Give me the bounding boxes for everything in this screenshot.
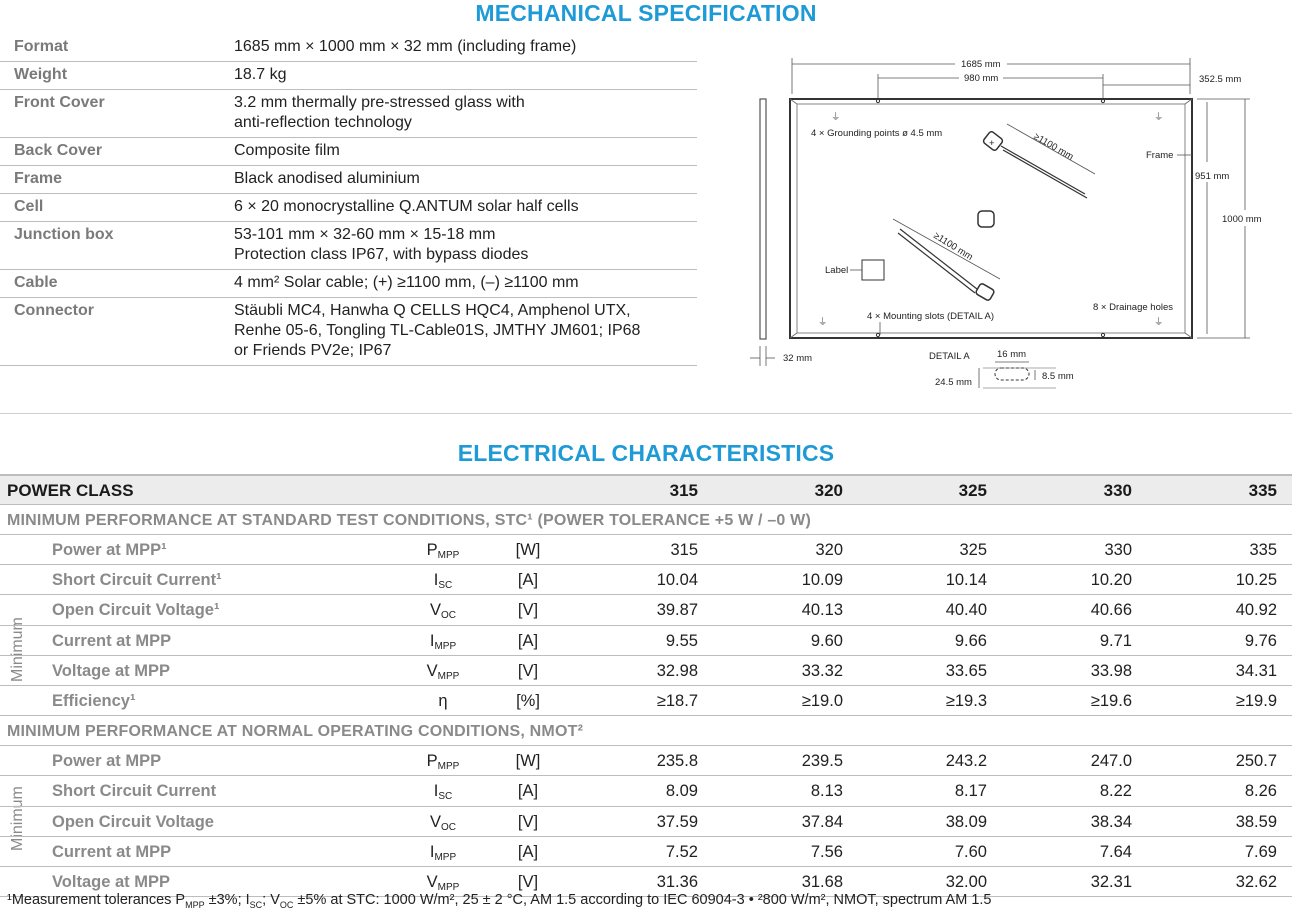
parameter-value: 7.64 [1099,842,1132,861]
power-class-header: 320 [814,481,843,500]
spec-label: Back Cover [14,142,103,159]
svg-text:+: + [989,138,995,149]
parameter-unit: [W] [515,752,541,771]
parameter-symbol: IMPP [429,631,457,652]
spec-label: Frame [14,170,63,187]
parameter-unit: [A] [517,631,539,650]
parameter-value: 330 [1104,541,1132,559]
parameter-unit: [V] [517,872,539,891]
parameter-value: ≥19.6 [1090,691,1132,710]
data-row [0,626,1292,656]
parameter-value: 37.84 [801,812,843,831]
parameter-name: Short Circuit Current [52,782,217,801]
dim-980-label: 980 mm [964,73,999,84]
parameter-value: 9.76 [1244,631,1277,650]
dim-24-5-label: 24.5 mm [935,377,972,388]
grounding-icon: ⏚ [831,112,841,123]
parameter-unit: [V] [517,661,539,680]
parameter-value: 8.17 [954,782,987,801]
parameter-value: 247.0 [1090,752,1132,771]
module-dimension-drawing [745,54,1285,399]
spec-row-back-cover [0,138,697,166]
dim-1685-label: 1685 mm [961,59,1001,70]
spec-row-format [0,34,697,62]
data-row [0,565,1292,595]
stc-section-heading: MINIMUM PERFORMANCE AT STANDARD TEST CONDITIONS, STC¹ (POWER TOLERANCE +5 W / –0 W) [0,505,1292,535]
parameter-value: 40.13 [801,601,843,620]
spec-row-cell [0,194,697,222]
dim-1000-label: 1000 mm [1222,214,1262,225]
parameter-unit: [A] [517,571,539,590]
power-class-header: 335 [1248,481,1277,500]
parameter-symbol: VMPP [426,872,460,893]
parameter-value: 8.26 [1244,782,1277,801]
parameter-value: 31.68 [801,872,843,891]
parameter-symbol: PMPP [426,541,460,561]
parameter-value: 315 [670,541,698,559]
data-row [0,746,1292,776]
spec-label: Cable [14,274,58,291]
parameter-value: 38.59 [1235,812,1277,831]
spec-label: Format [14,38,69,55]
parameter-value: 7.56 [810,842,843,861]
stc-rows-group [0,535,1292,716]
parameter-name: Open Circuit Voltage [52,812,214,831]
parameter-value: 10.09 [801,571,843,590]
footnote: ¹Measurement tolerances $P_{MPP} \pm 3\%$; $I_{SC}$; $V_{OC} \pm 5\%$ at STC: 1000 W/m², 25 ± 2 °C, AM 1.5 according to IEC 60904-3 • ²800 W/m², NMOT, spectrum AM 1.5 [7,892,992,910]
section-divider [0,413,1292,414]
mechanical-spec-table [0,34,697,366]
parameter-unit: [A] [517,842,539,861]
parameter-value: 10.25 [1235,571,1277,590]
data-row [0,807,1292,837]
spec-row-junction-box [0,222,697,270]
parameter-value: 239.5 [801,752,843,771]
parameter-value: 10.04 [656,571,698,590]
spec-value: 3.2 mm thermally pre-stressed glass with anti-reflection technology [234,94,525,131]
parameter-value: 9.55 [665,631,698,650]
cable-length-label: ≥1100 mm [1031,131,1076,163]
data-row [0,595,1292,625]
parameter-value: 10.14 [945,571,987,590]
grounding-icon: ⏚ [1154,112,1164,123]
parameter-unit: [A] [517,782,539,801]
side-profile [760,99,766,339]
parameter-name: Open Circuit Voltage¹ [52,601,220,620]
data-row [0,776,1292,806]
power-class-header: 315 [669,481,698,500]
parameter-symbol: ISC [433,782,453,803]
parameter-symbol: VOC [429,601,456,622]
parameter-value: ≥19.3 [945,691,987,710]
spec-value: 53-101 mm × 32-60 mm × 15-18 mm Protection class IP67, with bypass diodes [234,226,529,263]
spec-value: 6 × 20 monocrystalline Q.ANTUM solar half cells [234,198,579,215]
junction-box-plus [982,124,1095,198]
parameter-symbol: VOC [429,812,456,833]
parameter-value: 235.8 [656,752,698,771]
dim-16-label: 16 mm [997,349,1027,360]
spec-value: Black anodised aluminium [234,170,420,187]
parameter-value: 32.98 [656,661,698,680]
electrical-characteristics-table [0,474,1292,897]
parameter-value: 320 [815,541,843,559]
spec-row-weight [0,62,697,90]
spec-value: Stäubli MC4, Hanwha Q CELLS HQC4, Amphenol UTX, Renhe 05-6, Tongling TL-Cable01S, JMTHY JM601; IP68 or Friends PV2e; IP67 [234,302,641,359]
parameter-value: 38.34 [1090,812,1132,831]
dim-352-label: 352.5 mm [1199,74,1242,85]
parameter-name: Current at MPP [52,842,172,861]
parameter-value: 250.7 [1235,752,1277,771]
spec-value: 1685 mm × 1000 mm × 32 mm (including frame) [234,38,577,55]
parameter-value: 32.00 [945,872,987,891]
cable-length-label: ≥1100 mm [931,230,975,263]
spec-row-front-cover [0,90,697,138]
data-row [0,656,1292,686]
parameter-unit: [%] [516,691,540,710]
electrical-title: ELECTRICAL CHARACTERISTICS [457,440,835,466]
nmot-section-heading: MINIMUM PERFORMANCE AT NORMAL OPERATING CONDITIONS, NMOT² [0,716,1292,746]
spec-row-connector [0,298,697,366]
nmot-rows-group [0,746,1292,897]
spec-label: Weight [14,66,68,83]
parameter-value: 34.31 [1235,661,1277,680]
parameter-unit: [W] [515,541,541,559]
label-box [862,260,884,280]
parameter-value: 7.60 [954,842,987,861]
spec-value: 18.7 kg [234,66,287,83]
parameter-name: Efficiency¹ [52,691,136,710]
parameter-value: 32.31 [1090,872,1132,891]
dim-32-label: 32 mm [783,353,813,364]
power-class-label: POWER CLASS [7,481,134,500]
parameter-value: 8.13 [810,782,843,801]
parameter-unit: [V] [517,812,539,831]
parameter-symbol: ISC [433,571,453,592]
parameter-value: 33.65 [945,661,987,680]
parameter-value: ≥19.9 [1235,691,1277,710]
parameter-value: 243.2 [945,752,987,771]
parameter-value: 33.98 [1090,661,1132,680]
parameter-value: 9.71 [1099,631,1132,650]
mounting-slots-label: 4 × Mounting slots (DETAIL A) [867,311,994,322]
grounding-icon: ⏚ [818,317,828,328]
parameter-value: 39.87 [656,601,698,620]
drainage-holes-label: 8 × Drainage holes [1093,302,1174,313]
parameter-value: 325 [959,541,987,559]
parameter-value: ≥19.0 [801,691,843,710]
parameter-value: 33.32 [801,661,843,680]
parameter-name: Power at MPP¹ [52,541,167,559]
parameter-name: Voltage at MPP [52,872,170,891]
detail-a-label: DETAIL A [929,351,970,362]
dim-951-label: 951 mm [1195,171,1230,182]
parameter-name: Current at MPP [52,631,172,650]
dim-8-5-label: 8.5 mm [1042,371,1074,382]
minimum-vertical-label: Minimum [9,786,26,852]
parameter-value: 40.66 [1090,601,1132,620]
spec-value: 4 mm² Solar cable; (+) ≥1100 mm, (–) ≥1100 mm [234,274,579,291]
parameter-symbol: VMPP [426,661,460,682]
parameter-value: 32.62 [1235,872,1277,891]
parameter-value: 10.20 [1090,571,1132,590]
label-text: Label [825,265,849,276]
parameter-name: Voltage at MPP [52,661,170,680]
grounding-icon: ⏚ [1154,317,1164,328]
parameter-value: 40.40 [945,601,987,620]
parameter-value: 9.60 [810,631,843,650]
data-row [0,837,1292,867]
minimum-vertical-label: Minimum [9,617,26,682]
spec-label: Connector [14,302,94,319]
power-class-row [0,474,1292,505]
spec-label: Junction box [14,226,114,243]
parameter-value: 9.66 [954,631,987,650]
spec-row-frame [0,166,697,194]
parameter-value: 8.09 [665,782,698,801]
parameter-name: Power at MPP [52,752,162,771]
power-class-header: 325 [958,481,987,500]
parameter-name: Short Circuit Current¹ [52,571,222,590]
frame-label: Frame [1146,150,1174,161]
parameter-unit: [V] [517,601,539,620]
grounding-points-label: 4 × Grounding points ø 4.5 mm [811,128,943,139]
power-class-header: 330 [1103,481,1132,500]
spec-row-cable [0,270,697,298]
parameter-symbol: IMPP [429,842,457,863]
parameter-symbol: η [438,691,448,710]
mechanical-title: MECHANICAL SPECIFICATION [475,0,817,26]
parameter-value: 40.92 [1235,601,1277,620]
data-row [0,686,1292,716]
parameter-value: 37.59 [656,812,698,831]
data-row [0,535,1292,565]
spec-value: Composite film [234,142,340,159]
parameter-value: 7.52 [665,842,698,861]
spec-label: Cell [14,198,44,215]
parameter-value: 7.69 [1244,842,1277,861]
parameter-value: ≥18.7 [656,691,698,710]
parameter-value: 38.09 [945,812,987,831]
junction-box-minus [893,219,1000,301]
parameter-symbol: PMPP [426,752,460,773]
parameter-value: 8.22 [1099,782,1132,801]
junction-box-center [978,211,994,227]
parameter-value: 31.36 [656,872,698,891]
mounting-slot-detail [995,368,1029,380]
spec-label: Front Cover [14,94,105,111]
parameter-value: 335 [1249,541,1277,559]
